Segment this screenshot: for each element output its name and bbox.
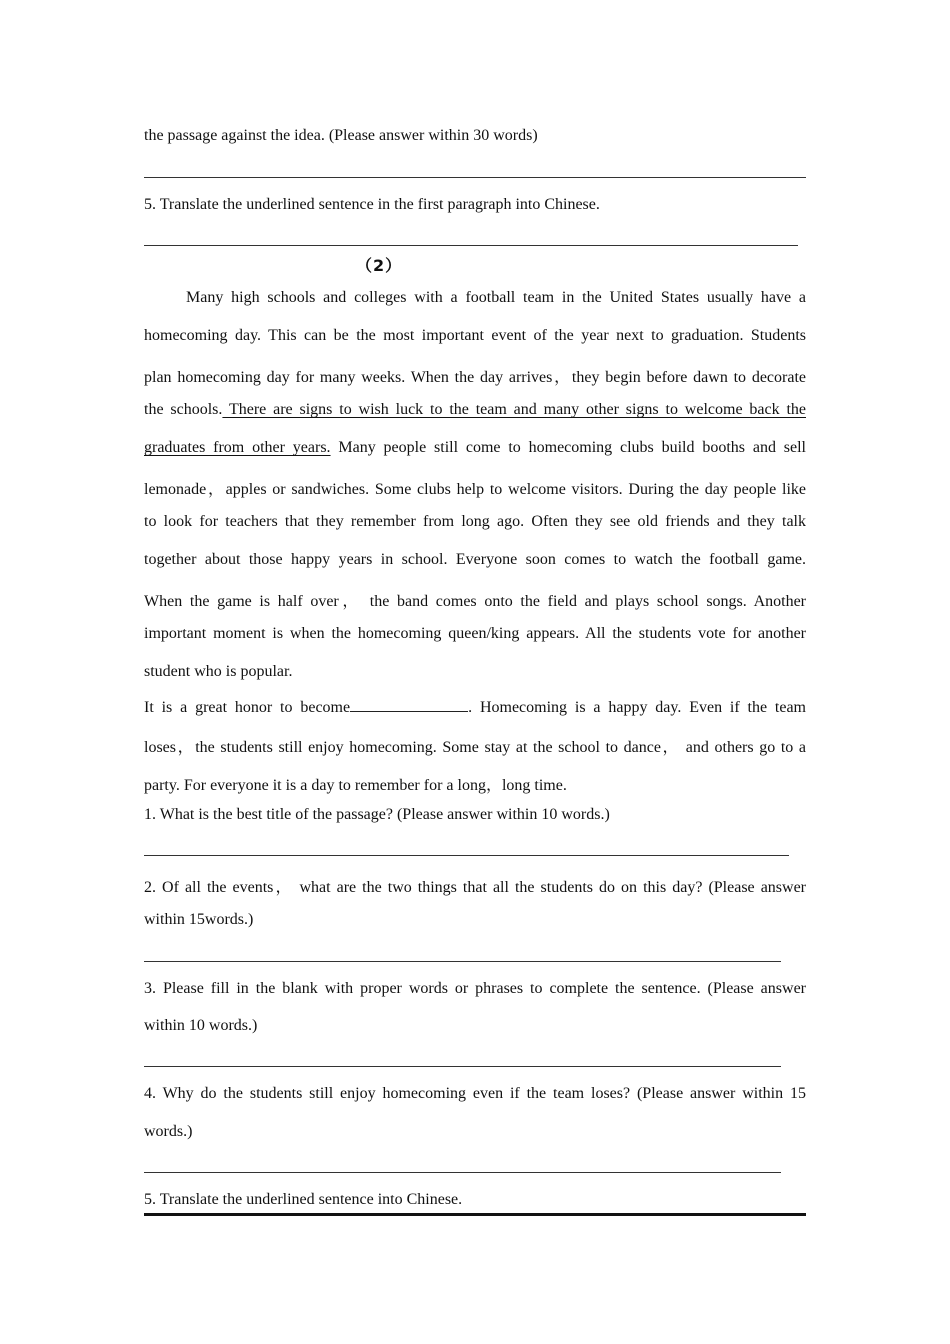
passage-p2-line-1 (144, 697, 806, 717)
passage-line-4 (144, 401, 806, 419)
passage-line-6: lemonade，apples or sandwiches. Some clubs help to welcome visitors. During the day people like (144, 481, 806, 498)
question-2-line-2: within 15words.) (144, 911, 254, 928)
passage-line-9: When the game is half over， the band comes onto the field and plays school songs. Another (144, 593, 806, 610)
answer-line-5[interactable] (144, 1213, 806, 1216)
passage-line-1: Many high schools and colleges with a football team in the United States usually have a (186, 289, 806, 306)
passage-line-3: plan homecoming day for many weeks. When the day arrives，they begin before dawn to decorate (144, 369, 806, 386)
answer-line-2[interactable] (144, 961, 781, 962)
passage-line-7: to look for teachers that they remember from long ago. Often they see old friends and they talk (144, 513, 806, 530)
passage-line-8: together about those happy years in school. Everyone soon comes to watch the football game. (144, 551, 806, 568)
answer-line-3[interactable] (144, 1066, 781, 1067)
prev-question-4-tail: the passage against the idea. (Please answer within 30 words) (144, 127, 538, 144)
passage-line-2: homecoming day. This can be the most important event of the year next to graduation. Students (144, 327, 806, 344)
question-5: 5. Translate the underlined sentence into Chinese. (144, 1191, 463, 1208)
question-1: 1. What is the best title of the passage? (Please answer within 10 words.) (144, 806, 610, 823)
answer-line-4[interactable] (144, 1172, 781, 1173)
passage-p2-line-2: loses，the students still enjoy homecoming. Some stay at the school to dance， and others go to a (144, 739, 807, 756)
passage-text: . Homecoming is a happy day. Even if the team (468, 699, 807, 716)
prev-question-5: 5. Translate the underlined sentence in the first paragraph into Chinese. (144, 196, 600, 213)
question-3-line-2: within 10 words.) (144, 1017, 258, 1034)
underlined-sentence-end: graduates from other years. (144, 439, 331, 456)
question-4-line-1: 4. Why do the students still enjoy homecoming even if the team loses? (Please answer within 15 (144, 1085, 806, 1102)
passage-p2-line-3: party. For everyone it is a day to remember for a long，long time. (144, 777, 567, 794)
question-4-line-2: words.) (144, 1123, 193, 1140)
passage-text: the schools. (144, 401, 223, 418)
passage-text: Many people still come to homecoming clubs build booths and sell (330, 439, 806, 456)
question-2-line-1: 2. Of all the events， what are the two things that all the students do on this day? (Please answer (144, 879, 806, 896)
question-3-line-1: 3. Please fill in the blank with proper words or phrases to complete the sentence. (Please answer (144, 980, 806, 997)
passage-line-5 (144, 439, 806, 457)
answer-line-1[interactable] (144, 855, 789, 856)
fill-in-blank[interactable] (350, 697, 468, 712)
passage-text: It is a great honor to become (144, 699, 351, 716)
answer-line-prev-5[interactable] (144, 245, 798, 246)
passage-line-11: student who is popular. (144, 663, 293, 680)
answer-line-prev-4[interactable] (144, 177, 806, 178)
passage-line-10: important moment is when the homecoming queen/king appears. All the students vote for another (144, 625, 806, 642)
underlined-sentence: There are signs to wish luck to the team and many other signs to welcome back the (222, 401, 806, 418)
section-number: （2） (356, 256, 403, 275)
